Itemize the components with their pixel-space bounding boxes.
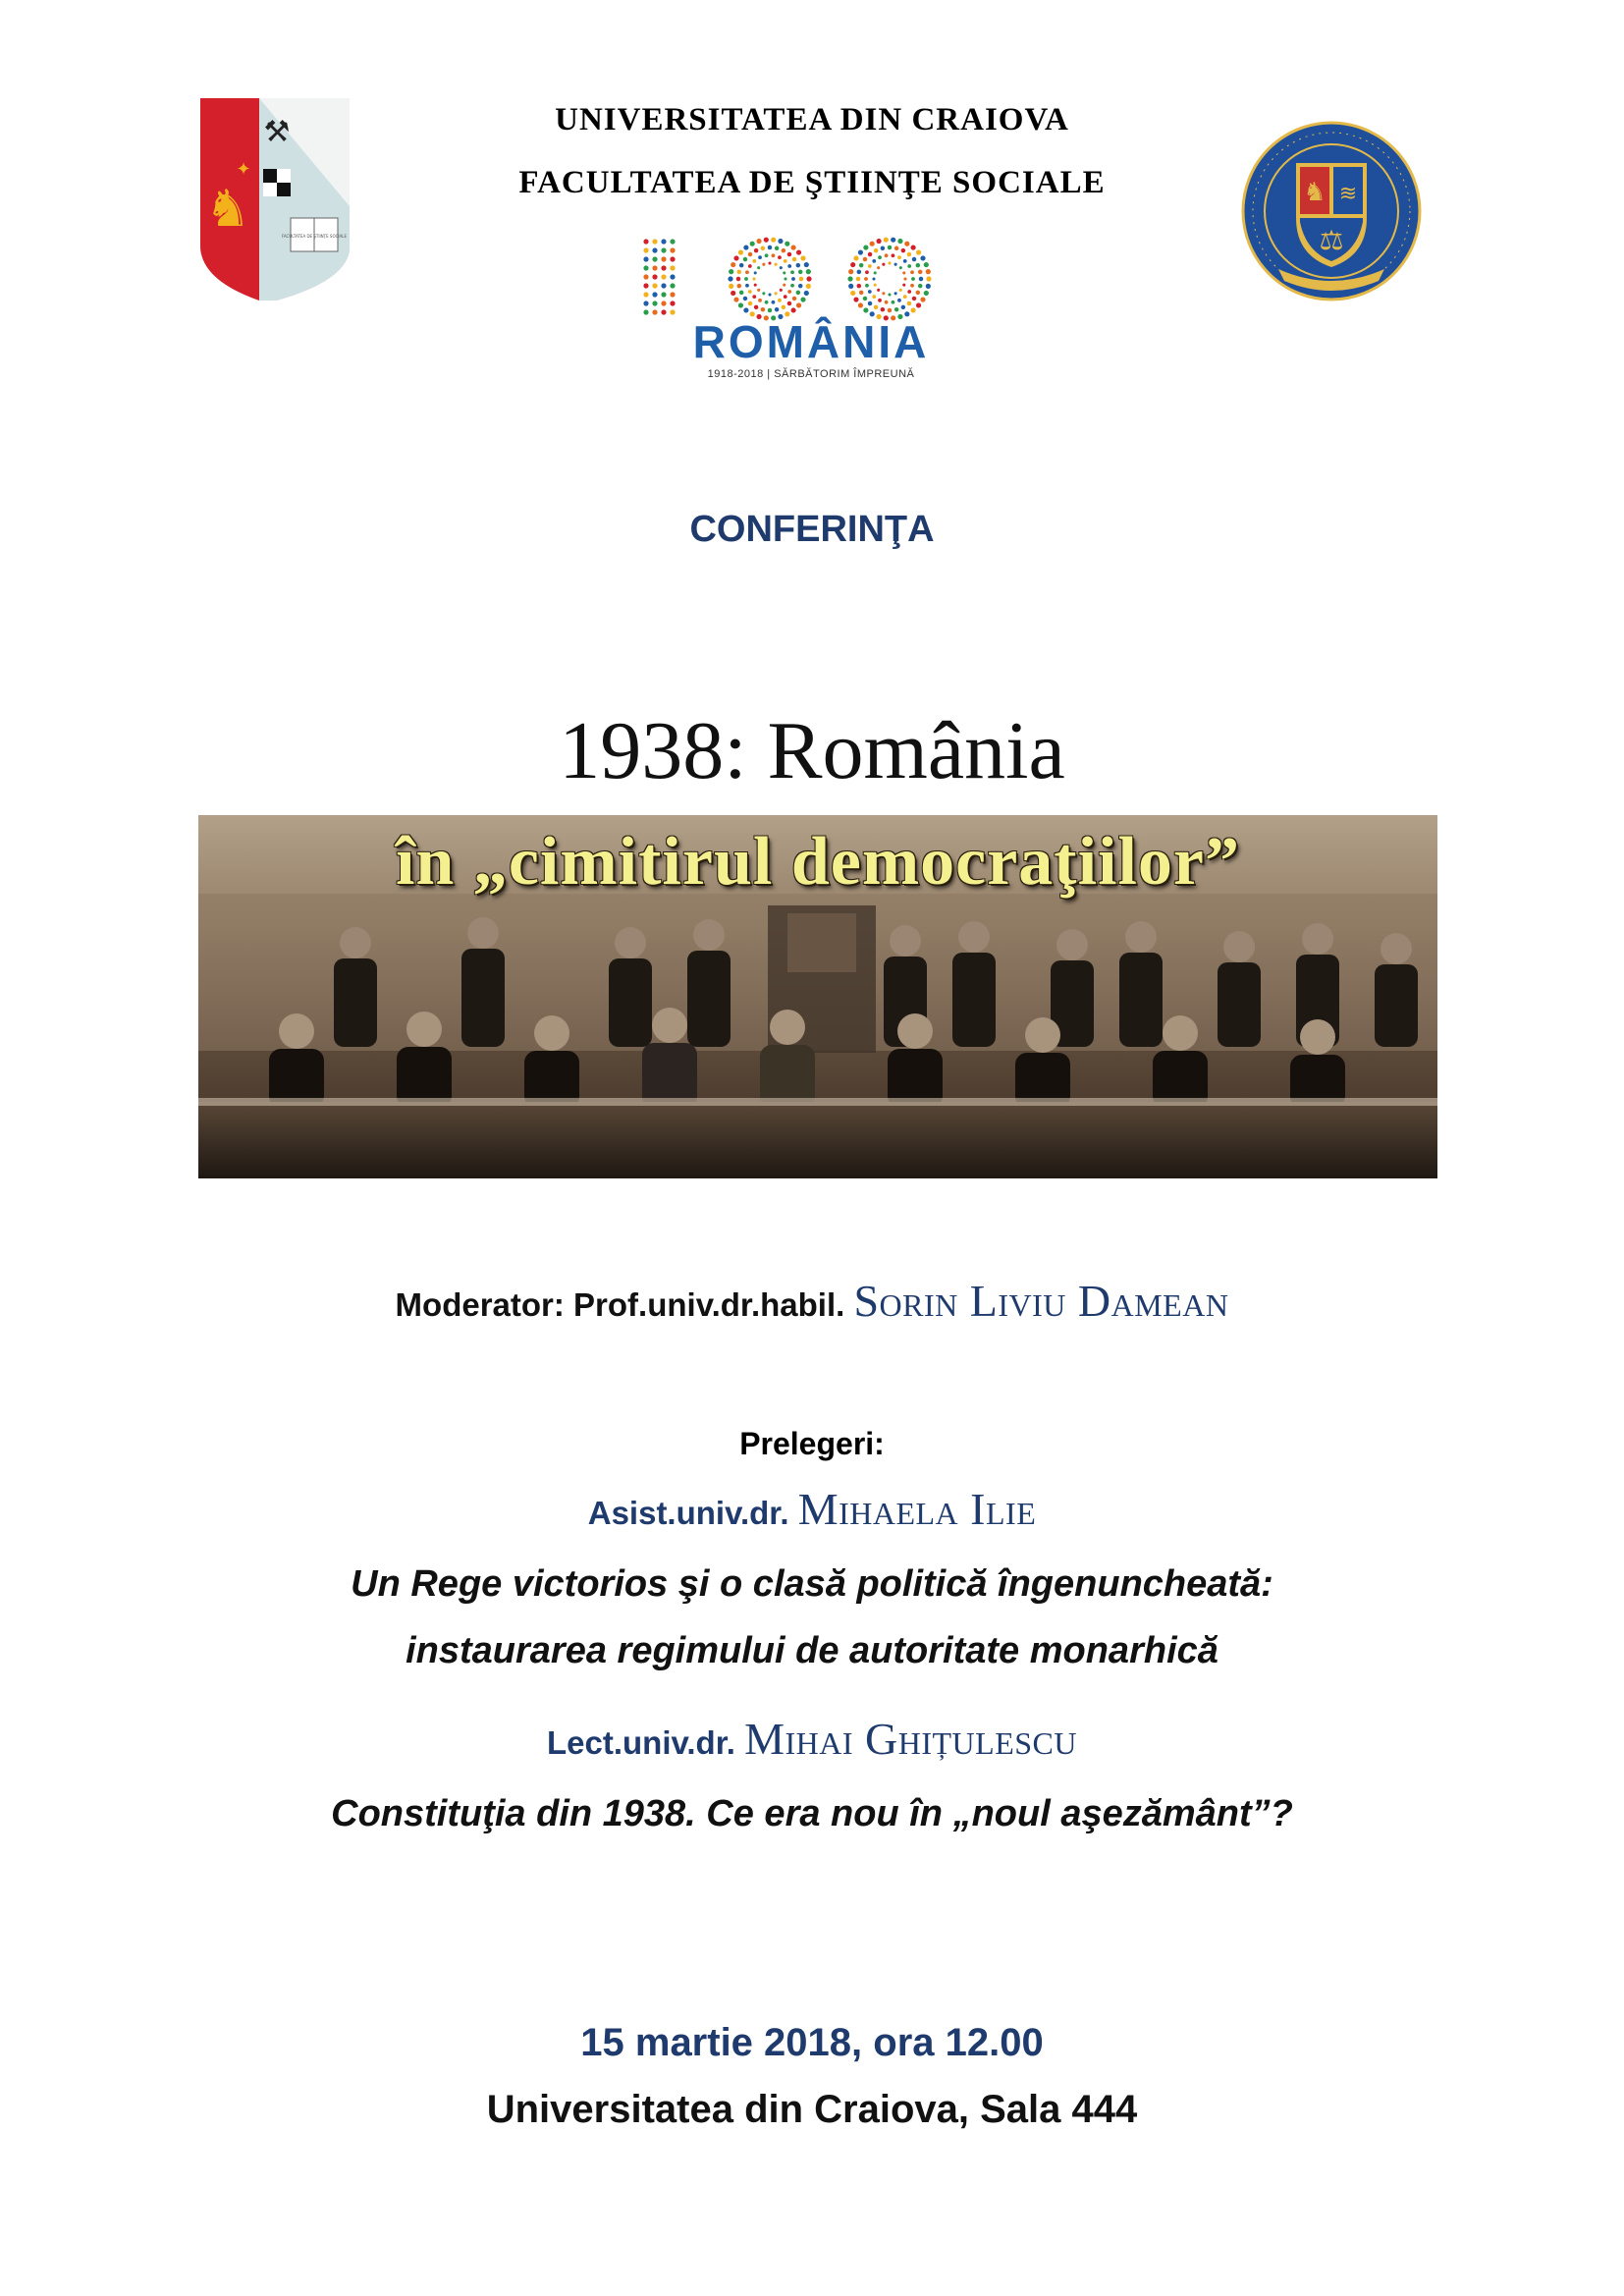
centenary-word: ROMÂNIA [692,316,930,367]
faculty-emblem-logo [1239,120,1424,302]
speaker-1-line [0,1483,1624,1535]
svg-text:♞: ♞ [1303,178,1326,207]
lecture-1-title-line2: instaurarea regimului de autoritate monarhică [406,1630,1218,1671]
svg-text:⚒: ⚒ [263,115,291,149]
event-venue: Universitatea din Craiova, Sala 444 [486,2088,1138,2131]
svg-text:♞: ♞ [204,180,251,239]
speaker-2-rank: Lect.univ.dr. [546,1724,735,1761]
speaker-1-name: Mihaela Ilie [797,1484,1037,1534]
speaker-2-name: Mihai Ghițulescu [744,1714,1078,1764]
svg-text:⚖: ⚖ [1319,224,1344,256]
moderator-line [0,1275,1624,1327]
faculty-name: FACULTATEA DE ŞTIINŢE SOCIALE [518,165,1106,200]
event-title-line1: 1938: România [559,705,1065,796]
speaker-1-rank: Asist.univ.dr. [587,1495,789,1531]
lecture-2-title: Constituţia din 1938. Ce era nou în „noul aşezământ”? [331,1793,1293,1834]
moderator-label: Moderator: Prof.univ.dr.habil. [395,1286,845,1323]
lectures-heading: Prelegeri: [739,1426,885,1461]
shield-book-text: FACULTATEA DE ŞTIINŢE SOCIALE [281,234,348,239]
event-type: CONFERINŢA [689,509,935,550]
historical-photo-banner [198,815,1437,1178]
faculty-shield-logo [200,98,350,301]
romania-centenary-logo [632,228,990,395]
centenary-tagline: 1918-2018 | SĂRBĂTORIM ÎMPREUNĂ [707,368,915,380]
event-date: 15 martie 2018, ora 12.00 [580,2021,1044,2064]
speaker-2-line [0,1713,1624,1765]
svg-text:✦: ✦ [236,159,251,180]
moderator-name: Sorin Liviu Damean [853,1276,1229,1326]
event-title-line2: în „cimitirul democraţiilor” [395,824,1241,900]
university-name: UNIVERSITATEA DIN CRAIOVA [555,102,1069,137]
lecture-1-title-line1: Un Rege victorios şi o clasă politică îngenuncheată: [351,1563,1273,1605]
svg-text:≋: ≋ [1338,182,1358,206]
